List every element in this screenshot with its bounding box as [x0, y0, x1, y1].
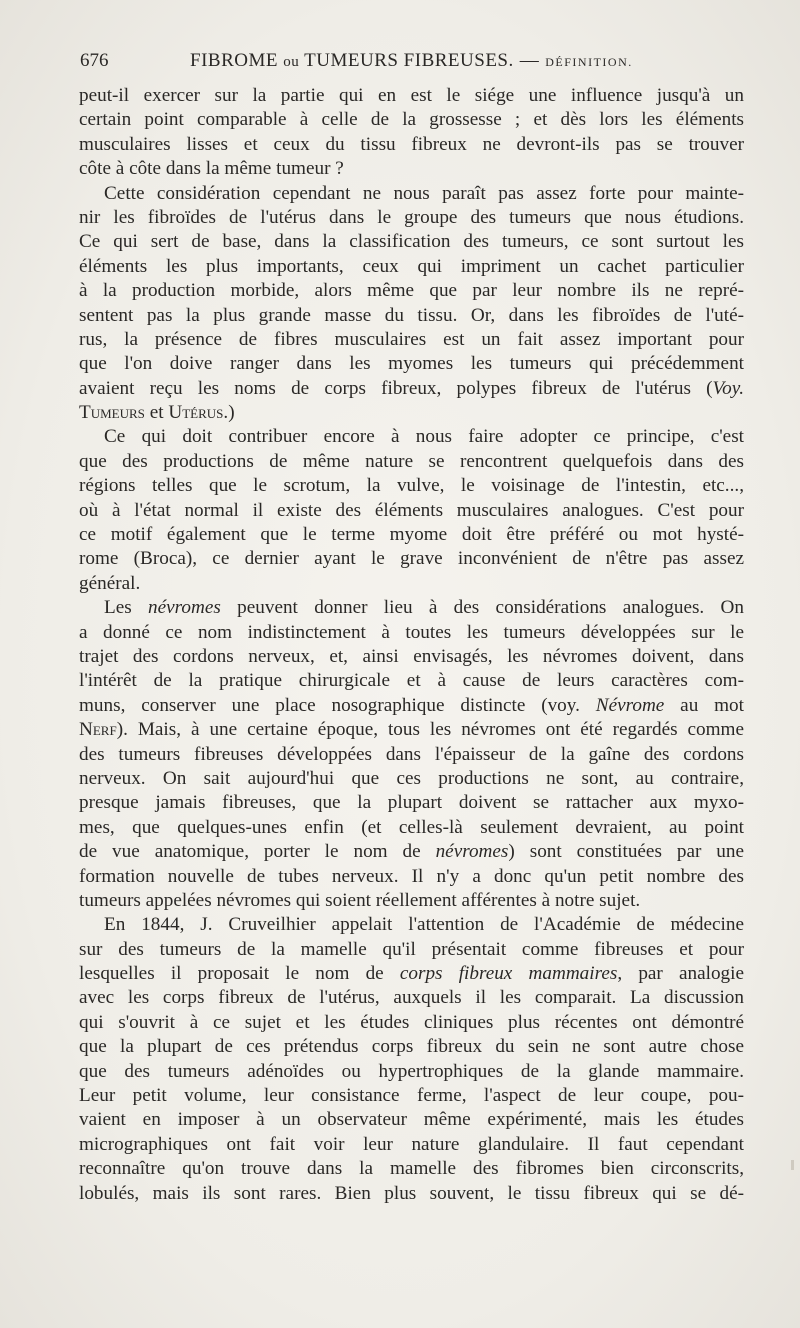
text-line: reconnaître qu'on trouve dans la mamelle des fibromes bien circonscrits,: [79, 1158, 744, 1180]
text-line: [79, 718, 744, 742]
paragraph-3: [79, 425, 744, 596]
text-line: rus, la présence de fibres musculaires est un fait assez important pour: [79, 328, 744, 350]
running-title-ou: ou: [283, 54, 300, 70]
text-italic: corps fibreux mammaires: [399, 963, 618, 985]
text-line: rome (Broca), ce dernier ayant le grave inconvénient de n'être pas assez: [79, 548, 744, 570]
text-line: [79, 377, 744, 401]
text-line: éléments les plus importants, ceux qui impriment un cachet particulier: [79, 255, 744, 277]
text-segment: lesquelles il proposait le nom de: [79, 963, 400, 985]
text-line: [79, 962, 744, 986]
text-line: a donné ce nom indistinctement à toutes les tumeurs développées sur le: [79, 621, 744, 643]
running-header: [80, 50, 780, 76]
text-segment: de vue anatomique, porter le nom de: [79, 841, 436, 863]
paragraph-2: [79, 182, 744, 426]
text-italic: Névrome: [595, 694, 665, 716]
text-segment: au mot: [664, 694, 744, 716]
page-edge-mark: [791, 1160, 794, 1170]
text-italic: névromes: [435, 841, 509, 863]
text-line: nerveux. On sait aujourd'hui que ces productions ne sont, au contraire,: [79, 767, 744, 789]
text-line: Cette considération cependant ne nous paraît pas assez forte pour mainte-: [104, 182, 744, 204]
text-line: que des tumeurs adénoïdes ou hypertrophiques de la glande mammaire.: [79, 1060, 744, 1082]
text-line: musculaires lisses et ceux du tissu fibreux ne devront-ils pas se trouver: [79, 133, 744, 155]
text-line: régions telles que le scrotum, la vulve, le voisinage de l'intestin, etc...,: [79, 475, 744, 497]
running-section: DÉFINITION.: [545, 55, 633, 69]
paragraph-5: [79, 913, 744, 1206]
paragraph-4: [79, 596, 744, 913]
text-segment: , par analogie: [617, 963, 744, 985]
text-italic: névromes: [148, 597, 221, 619]
text-segment: et: [144, 402, 169, 424]
running-title-left: FIBROME: [190, 50, 278, 71]
text-segment: ) sont constituées par une: [508, 841, 744, 863]
text-line: sentent pas la plus grande masse du tissu. Or, dans les fibroïdes de l'uté-: [79, 304, 744, 326]
text-line: des tumeurs fibreuses développées dans l'épaisseur de la gaîne des cordons: [79, 743, 744, 765]
text-line: [79, 694, 744, 718]
text-line: que l'on doive ranger dans les myomes les tumeurs qui précédemment: [79, 353, 744, 375]
cross-reference: Nerf: [79, 719, 117, 741]
text-segment: peuvent donner lieu à des considérations analogues. On: [220, 597, 744, 619]
text-segment: muns, conserver une place nosographique distincte (voy.: [79, 694, 596, 716]
running-title: [190, 50, 633, 72]
text-line: Leur petit volume, leur consistance ferme, l'aspect de leur coupe, pou-: [79, 1085, 744, 1107]
text-line: [79, 840, 744, 864]
text-line: ce motif également que le terme myome doit être préféré ou mot hysté-: [79, 524, 744, 546]
text-line: certain point comparable à celle de la grossesse ; et dès lors les éléments: [79, 109, 744, 131]
text-segment: ). Mais, à une certaine époque, tous les névromes ont été regardés comme: [116, 719, 744, 741]
text-line: que des productions de même nature se rencontrent quelquefois dans des: [79, 450, 744, 472]
text-line: qui s'ouvrit à ce sujet et les études cliniques plus récentes ont démontré: [79, 1011, 744, 1033]
text-segment: Les: [104, 597, 149, 619]
text-line: trajet des cordons nerveux, et, ainsi envisagés, les névromes doivent, dans: [79, 645, 744, 667]
text-line: presque jamais fibreuses, que la plupart doivent se rattacher aux myxo-: [79, 792, 744, 814]
cross-reference: Utérus: [168, 402, 224, 424]
text-line: à la production morbide, alors même que par leur nombre ils ne repré-: [79, 280, 744, 302]
text-line: avec les corps fibreux de l'utérus, auxquels il les comparait. La discussion: [79, 987, 744, 1009]
text-line: tumeurs appelées névromes qui soient réellement afférentes à notre sujet.: [79, 889, 641, 911]
text-line: où à l'état normal il existe des éléments musculaires analogues. C'est pour: [79, 499, 744, 521]
paragraph-1: [79, 84, 744, 182]
text-line: lobulés, mais ils sont rares. Bien plus souvent, le tissu fibreux qui se dé-: [79, 1182, 744, 1204]
body-text: [79, 84, 744, 1206]
text-line: général.: [79, 572, 141, 594]
text-line: micrographiques ont fait voir leur nature glandulaire. Il faut cependant: [79, 1133, 744, 1155]
text-segment: avaient reçu les noms de corps fibreux, polypes fibreux de l'utérus (: [79, 377, 713, 399]
text-line: [79, 596, 744, 620]
text-line: peut-il exercer sur la partie qui en est le siége une influence jusqu'à un: [79, 85, 744, 106]
text-line: vaient en imposer à un observateur même expérimenté, mais les études: [79, 1109, 744, 1131]
text-line: formation nouvelle de tubes nerveux. Il n'y a donc qu'un petit nombre des: [79, 865, 744, 887]
text-italic: Voy.: [712, 377, 744, 399]
text-line: En 1844, J. Cruveilhier appelait l'attention de l'Académie de médecine: [104, 914, 744, 936]
text-line: que la plupart de ces prétendus corps fibreux du sein ne sont autre chose: [79, 1036, 744, 1058]
text-line: [79, 401, 744, 425]
text-line: Ce qui doit contribuer encore à nous faire adopter ce principe, c'est: [104, 426, 744, 448]
text-line: l'intérêt de la pratique chirurgicale et à cause de leurs caractères com-: [79, 670, 744, 692]
page-number: 676: [80, 50, 109, 71]
running-title-right: TUMEURS FIBREUSES.: [304, 50, 514, 71]
cross-reference: Tumeurs: [79, 402, 145, 424]
text-line: nir les fibroïdes de l'utérus dans le groupe des tumeurs que nous étudions.: [79, 206, 744, 228]
text-line: Ce qui sert de base, dans la classification des tumeurs, ce sont surtout les: [79, 231, 744, 253]
text-line: mes, que quelques-unes enfin (et celles-là seulement devraient, au point: [79, 816, 744, 838]
text-segment: .): [223, 402, 235, 424]
running-title-dash: —: [519, 50, 540, 71]
text-line: côte à côte dans la même tumeur ?: [79, 158, 344, 180]
text-line: sur des tumeurs de la mamelle qu'il présentait comme fibreuses et pour: [79, 938, 744, 960]
